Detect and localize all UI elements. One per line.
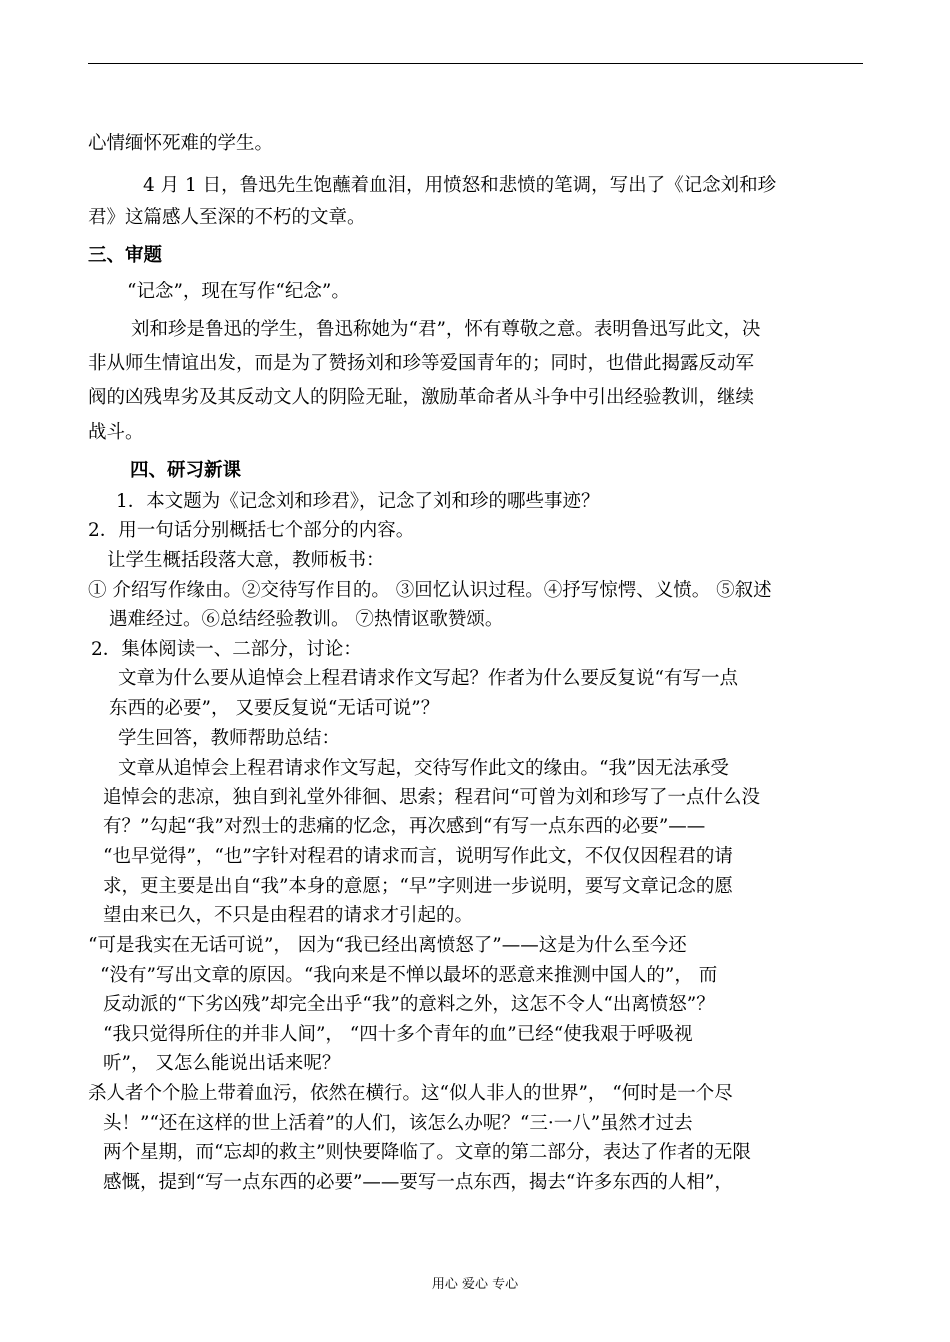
text-line: 杀人者个个脸上带着血污，依然在横行。这“似人非人的世界”， “何时是一个尽: [88, 1083, 733, 1104]
text-line: 战斗。: [88, 422, 144, 443]
text-line: 头！”“还在这样的世上活着”的人们，该怎么办呢？“三·一八”虽然才过去: [103, 1113, 693, 1134]
text-line: 遇难经过。⑥总结经验教训。 ⑦热情讴歌赞颂。: [109, 609, 504, 630]
text-line: “记念”，现在写作“纪念”。: [127, 281, 350, 302]
text-line: 望由来已久，不只是由程君的请求才引起的。: [103, 905, 474, 926]
text-line: 反动派的“下劣凶残”却完全出乎“我”的意料之外，这怎不令人“出离愤怒”？: [103, 994, 715, 1015]
text-line: 阀的凶残卑劣及其反动文人的阴险无耻，激励革命者从斗争中引出经验教训，继续: [88, 387, 755, 408]
text-line: 追悼会的悲凉，独自到礼堂外徘徊、思索；程君问“可曾为刘和珍写了一点什么没: [103, 787, 760, 808]
text-line: 让学生概括段落大意，教师板书：: [107, 550, 385, 571]
text-line: ① 介绍写作缘由。②交待写作目的。 ③回忆认识过程。④抒写惊愕、义愤。 ⑤叙述: [88, 580, 772, 601]
header-rule: [88, 63, 863, 64]
text-line: 有？”勾起“我”对烈士的悲痛的忆念，再次感到“有写一点东西的必要”——: [103, 816, 706, 837]
page-footer: 用心 爱心 专心: [431, 1277, 519, 1292]
text-line: 东西的必要”， 又要反复说“无话可说”？: [109, 698, 440, 719]
text-line: 非从师生情谊出发，而是为了赞扬刘和珍等爱国青年的；同时，也借此揭露反动军: [88, 353, 755, 374]
text-line: 1．本文题为《记念刘和珍君》，记念了刘和珍的哪些事迹？: [116, 491, 600, 512]
text-line: 2．集体阅读一、二部分，讨论：: [91, 639, 362, 660]
text-line: 心情缅怀死难的学生。: [88, 133, 274, 154]
text-line: 感慨，提到“写一点东西的必要”——要写一点东西，揭去“许多东西的人相”，: [103, 1172, 733, 1193]
text-line: 文章为什么要从追悼会上程君请求作文写起？作者为什么要反复说“有写一点: [118, 668, 738, 689]
text-line: 4 月 1 日，鲁迅先生饱蘸着血泪，用愤怒和悲愤的笔调，写出了《记念刘和珍: [143, 175, 777, 196]
text-line: 文章从追悼会上程君请求作文写起，交待写作此文的缘由。“我”因无法承受: [118, 758, 729, 779]
text-line: 听”， 又怎么能说出话来呢？: [103, 1053, 341, 1074]
text-line: “也早觉得”，“也”字针对程君的请求而言，说明写作此文，不仅仅因程君的请: [103, 846, 733, 867]
section-heading: 四、研习新课: [130, 460, 242, 481]
text-line: “没有”写出文章的原因。“我向来是不惮以最坏的恶意来推测中国人的”， 而: [100, 965, 718, 986]
text-line: 两个星期，而“忘却的救主”则快要降临了。文章的第二部分，表达了作者的无限: [103, 1142, 751, 1163]
text-line: 学生回答，教师帮助总结：: [118, 728, 341, 749]
text-line: 刘和珍是鲁迅的学生，鲁迅称她为“君”，怀有尊敬之意。表明鲁迅写此文，决: [131, 319, 761, 340]
text-line: “可是我实在无话可说”， 因为“我已经出离愤怒了”——这是为什么至今还: [88, 935, 687, 956]
text-line: 2．用一句话分别概括七个部分的内容。: [88, 520, 415, 541]
section-heading: 三、审题: [88, 245, 163, 266]
text-line: 君》这篇感人至深的不朽的文章。: [88, 207, 366, 228]
text-line: 求，更主要是出自“我”本身的意愿；“早”字则进一步说明，要写文章记念的愿: [103, 876, 733, 897]
text-line: “我只觉得所住的并非人间”， “四十多个青年的血”已经“使我艰于呼吸视: [103, 1024, 693, 1045]
